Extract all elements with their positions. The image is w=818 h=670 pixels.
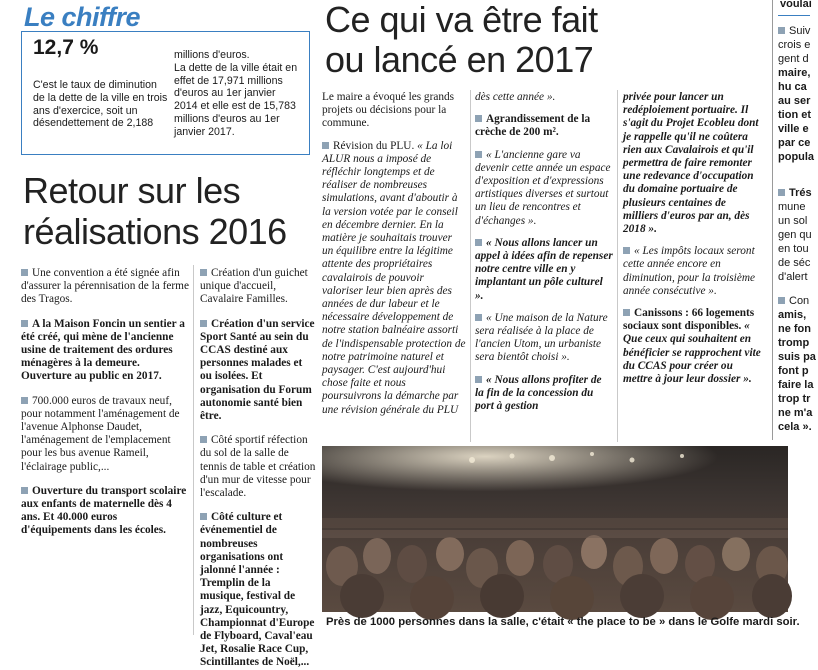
bullet-square-icon	[475, 376, 482, 383]
fait-col-c	[623, 91, 763, 386]
bullet-square-icon	[200, 320, 207, 327]
fait-plu: Révision du PLU. « La loi ALUR nous a imposé de réfléchir longtemps et de réaliser de nombreuses simulations, avant d'aboutir à la version votée par le conseil en décembre dernier. En la matière je souhaitais trouver un équilibre entre la légitime attente des propriétaires cavalairois de pouvoir valoriser leur bien après des années de dur labeur et le nécessaire développement de notre station balnéaire assorti de l'indispensable protection de notre patrimoine naturel et paysager. C'est aujourd'hui chose faite et nous poursuivrons la démarche par une révision générale du PLU	[322, 139, 466, 416]
bullet-square-icon	[778, 189, 785, 196]
retour-item: Création d'un guichet unique d'accueil, Cavalaire Familles.	[200, 267, 308, 306]
bullet-square-icon	[21, 397, 28, 404]
fait-col-a	[322, 91, 466, 417]
bullet-square-icon	[778, 297, 785, 304]
fait-canissons: Canissons : 66 logements sociaux sont disponibles. « Que ceux qui souhaitent en bénéficier se rapprochent vite du CCAS pour créer ou mettre à jour leur dossier ».	[623, 307, 761, 386]
edge-paragraph-3: Con amis, ne fon tromp suis pa font p faire la trop tr ne m'a cela ».	[778, 294, 818, 434]
fait-creche: Agrandissement de la crèche de 200 m².	[475, 113, 591, 139]
bullet-square-icon	[623, 247, 630, 254]
bullet-square-icon	[200, 269, 207, 276]
bullet-square-icon	[21, 269, 28, 276]
edge-paragraph-2: Trés mune un sol gen qu en tou de séc d'alert	[778, 186, 818, 284]
chiffre-text-left: C'est le taux de diminution de la dette de la ville en trois ans d'exercice, soit un désendettement de 2,188	[33, 79, 168, 130]
retour-item: A la Maison Foncin un sentier a été créé, qui mène de l'ancienne usine de traitement des ordures ménagères à la demeure. Ouverture au public en 2017.	[21, 317, 185, 383]
edge-line: Suiv	[778, 24, 818, 38]
audience-photo	[322, 446, 788, 612]
fait-appel: « Nous allons lancer un appel à idées afin de repenser notre centre ville en y implantant un pôle culturel ».	[475, 236, 613, 302]
chiffre-value: 12,7 %	[33, 36, 99, 59]
chiffre-heading: Le chiffre	[24, 2, 141, 32]
fait-port: « Nous allons profiter de la fin de la concession du port à gestion	[475, 373, 602, 413]
bullet-square-icon	[200, 436, 207, 443]
bullet-square-icon	[475, 115, 482, 122]
fait-gare: « L'ancienne gare va devenir cette année un espace d'exposition et d'expressions artistiques diverses et surtout un lieu de rencontres et d'échanges ».	[475, 148, 611, 227]
retour-item: 700.000 euros de travaux neuf, pour notamment l'aménagement de l'avenue Alphonse Daudet, l'aménagement de l'emplacement pour les bus avenue Rameil, l'éclairage public,...	[21, 394, 180, 473]
retour-col1	[21, 267, 189, 538]
bullet-square-icon	[475, 239, 482, 246]
retour-item: Une convention a été signée afin d'assurer la pérennisation de la ferme des Tragos.	[21, 267, 189, 306]
audience-crowd	[322, 518, 792, 620]
edge-line: Trés	[778, 186, 818, 200]
column-divider	[193, 265, 194, 635]
retour-item: Côté sportif réfection du sol de la salle de tennis de table et création d'un mur de vitesse pour l'escalade.	[200, 434, 316, 500]
column-divider	[617, 90, 618, 442]
edge-top: voulai	[780, 0, 812, 10]
fait-intro: Le maire a évoqué les grands projets ou décisions pour la commune.	[322, 91, 455, 130]
column-divider	[772, 0, 773, 440]
bullet-square-icon	[21, 320, 28, 327]
edge-rule	[778, 15, 810, 16]
fait-port-cont: privée pour lancer un redéploiement portuaire. Il s'agit du Projet Ecobleu dont je rappelle qu'il ne coûtera rien aux Cavalairois et qu'il permettra de faire remonter une redevance d'occupation du domaine portuaire de plusieurs centaines de milliers d'euros par an, dès 2018 ».	[623, 91, 759, 236]
retour-item: Création d'un service Sport Santé au sein du CCAS destiné aux personnes malades et ou isolées. Et organisation du Forum autonomie santé bien être.	[200, 317, 315, 423]
retour-title: Retour sur les réalisations 2016	[23, 170, 287, 252]
fait-impots: « Les impôts locaux seront cette année encore en diminution, pour la troisième année consécutive ».	[623, 245, 756, 297]
photo-caption: Près de 1000 personnes dans la salle, c'était « the place to be » dans le Golfe mardi soir.	[326, 616, 800, 628]
fait-maison-nature: « Une maison de la Nature sera réalisée à la place de l'ancien Utom, un urbaniste sera bientôt choisi ».	[475, 311, 608, 364]
bullet-square-icon	[322, 142, 329, 149]
chiffre-text-right-2: La dette de la ville était en effet de 17,971 millions d'euros au 1er janvier 2014 et elle est de 15,783 millions d'euros au 1er janvier 2017.	[174, 61, 298, 138]
retour-item: Ouverture du transport scolaire aux enfants de maternelle dès 4 ans. Et 40.000 euros d'équipements dans les écoles.	[21, 484, 187, 537]
retour-col2	[200, 267, 316, 670]
fait-title: Ce qui va être fait ou lancé en 2017	[325, 0, 598, 80]
chiffre-text-right-1: millions d'euros.	[174, 49, 250, 61]
bullet-square-icon	[475, 151, 482, 158]
bullet-square-icon	[21, 487, 28, 494]
edge-paragraph-1: Suiv crois e gent d maire, hu ca au ser tion et ville e par ce popula	[778, 24, 818, 164]
edge-line: Con	[778, 294, 818, 308]
fait-col-b	[475, 91, 613, 413]
fait-col2-top: dès cette année ».	[475, 91, 556, 103]
retour-item: Côté culture et événementiel de nombreuses organisations ont jalonné l'année : Tremplin de la musique, festival de jazz, Equicountry, Championnat d'Europe de Flyboard, Caval'eau Jet, Rosalie Race Cup, Scintillantes de Noël,...	[200, 511, 315, 669]
bullet-square-icon	[778, 27, 785, 34]
bullet-square-icon	[200, 513, 207, 520]
bullet-square-icon	[623, 309, 630, 316]
column-divider	[470, 90, 471, 442]
bullet-square-icon	[475, 314, 482, 321]
